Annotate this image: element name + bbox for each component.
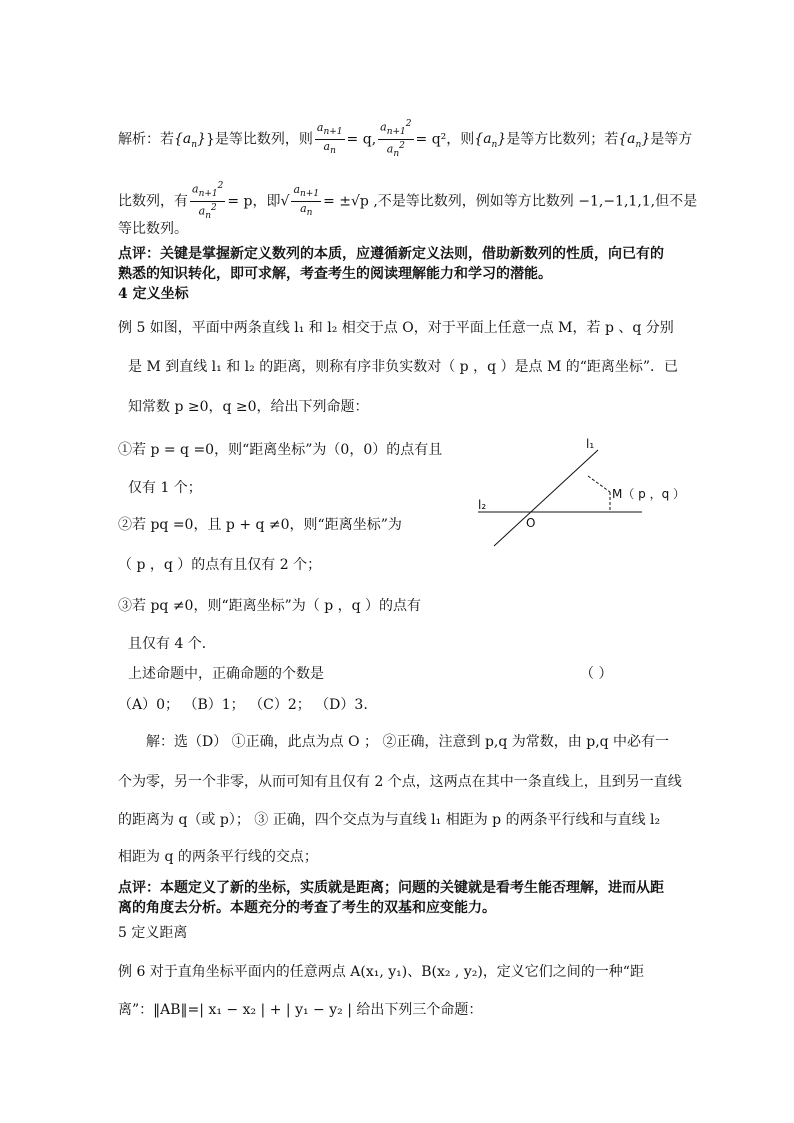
analysis-line-3: 等比数列。 xyxy=(118,221,188,237)
comment-2-line-2: 离的角度去分析。本题充分的考查了考生的双基和应变能力。 xyxy=(118,900,496,916)
radical: √ $\frac{a_{n+1}}{a_n}$ xyxy=(280,182,320,219)
proposition-2-line-2: （ p ，q ）的点有且仅有 2 个； xyxy=(118,557,322,573)
proposition-3-line-1: ③若 pq ≠0，则“距离坐标”为（ p ，q ）的点有 xyxy=(118,598,422,614)
solution-line-4: 相距为 q 的两条平行线的交点； xyxy=(118,849,318,865)
solution-line-1: 解：选（D） ①正确，此点为点 O ； ②正确，注意到 p,q 为常数，由 p,q 中必有一 xyxy=(146,734,670,750)
section-heading-4: 4 定义坐标 xyxy=(118,286,189,302)
fraction-ratio: $\frac{a_{n+1}}{a_n}$ xyxy=(316,120,343,157)
proposition-2-line-1: ②若 pq =0，且 p + q ≠0，则“距离坐标”为 xyxy=(118,517,402,533)
fraction-square-ratio-2: $\frac{a_{n+1}^2}{a_n^2}$ xyxy=(192,181,224,221)
example-5-line-2: 是 M 到直线 l₁ 和 l₂ 的距离，则称有序非负实数对（ p ，q ）是点 M 的“距离坐标”．已 xyxy=(128,359,679,375)
proposition-1-line-2: 仅有 1 个； xyxy=(128,480,202,496)
analysis-line-2: 比数列，有 $\frac{a_{n+1}^2}{a_n^2}$ = p，即√ $\frac{a_{n+1}}{a_n}$ = ±√p ,不是等比数列，例如等方比数列 −1,−1,1,1,但不是 xyxy=(118,181,698,221)
line-l1 xyxy=(494,450,598,546)
analysis-line-1: 解析：若$\{a_n\}$}是等比数列，则 $\frac{a_{n+1}}{a_n}$ = q, $\frac{a_{n+1}^2}{a_n^2}$ = q²，则$\{a_n\}$是等方比数列；若$\{a_n\}$是等方 xyxy=(118,119,693,159)
question-line: 上述命题中，正确命题的个数是 xyxy=(128,666,324,682)
proposition-1-line-1: ①若 p = q =0，则“距离坐标”为（0，0）的点有且 xyxy=(118,442,443,458)
comment-2-line-1: 点评：本题定义了新的坐标，实质就是距离；问题的关键就是看考生能否理解，进而从距 xyxy=(118,880,664,896)
solution-line-3: 的距离为 q（或 p）； ③ 正确，四个交点为与直线 l₁ 相距为 p 的两条平行线和与直线 l₂ xyxy=(118,812,661,828)
example-5-line-1: 例 5 如图，平面中两条直线 l₁ 和 l₂ 相交于点 O，对于平面上任意一点 M，若 p 、q 分别 xyxy=(118,320,674,336)
answer-paren: （ ） xyxy=(580,666,613,682)
label-m: M（ p ，q ） xyxy=(612,487,686,501)
options-line: （A）0； （B）1； （C）2； （D）3. xyxy=(118,697,368,713)
comment-1-line-2: 熟悉的知识转化，即可求解，考查考生的阅读理解能力和学习的潜能。 xyxy=(118,266,552,282)
section-heading-5: 5 定义距离 xyxy=(118,925,188,941)
label-l2: l₂ xyxy=(478,498,487,512)
fraction-square-ratio: $\frac{a_{n+1}^2}{a_n^2}$ xyxy=(380,119,412,159)
comment-1-line-1: 点评：关键是掌握新定义数列的本质，应遵循新定义法则，借助新数列的性质，向已有的 xyxy=(118,246,664,262)
label-l1: l₁ xyxy=(586,437,595,451)
example-6-line-1: 例 6 对于直角坐标平面内的任意两点 A(x₁, y₁)、B(x₂ , y₂)，定义它们之间的一种“距 xyxy=(118,964,644,980)
label-o: O xyxy=(526,516,536,530)
seq-an: $\{a_n\}$ xyxy=(174,131,206,151)
example-6-line-2: 离”：‖AB‖=| x₁ − x₂ | + | y₁ − y₂ | 给出下列三个命题： xyxy=(118,1002,483,1018)
proposition-3-line-2: 且仅有 4 个． xyxy=(128,636,216,652)
solution-line-2: 个为零，另一个非零，从而可知有且仅有 2 个点，这两点在其中一条直线上，且到另一直线 xyxy=(118,774,682,790)
example-5-line-3: 知常数 p ≥0，q ≥0，给出下列命题： xyxy=(128,399,369,415)
distance-coordinate-figure xyxy=(470,432,710,552)
perpendicular-to-l1 xyxy=(588,476,610,492)
